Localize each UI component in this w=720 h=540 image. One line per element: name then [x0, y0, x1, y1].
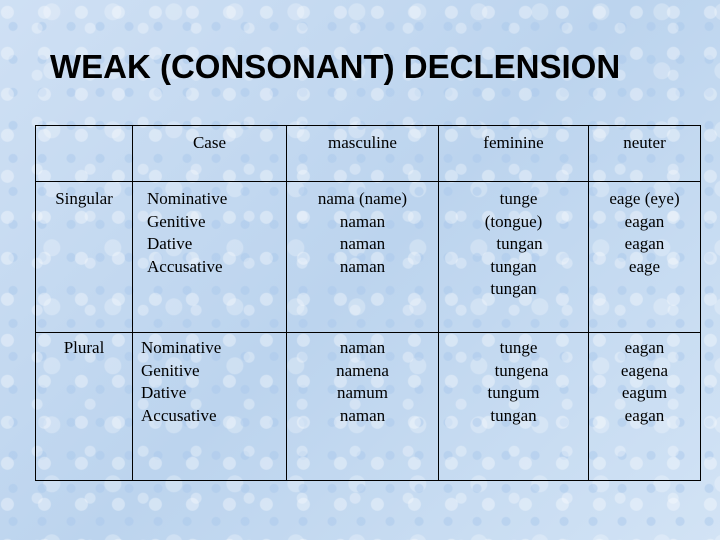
form-cell: naman — [339, 234, 386, 253]
form-cell: nama (name) — [317, 189, 408, 208]
form-cell: tungum — [487, 383, 540, 402]
form-cell: naman — [339, 338, 386, 357]
header-feminine: feminine — [439, 126, 589, 182]
form-cell: namena — [336, 360, 389, 380]
case-label: Genitive — [141, 360, 200, 380]
form-cell: eagena — [620, 360, 669, 380]
form-cell: tungan — [496, 234, 543, 253]
case-label: Genitive — [147, 211, 206, 231]
case-label: Dative — [147, 234, 193, 253]
form-cell: eagan — [624, 338, 665, 357]
form-cell: naman — [339, 256, 386, 276]
table-row-plural — [36, 333, 701, 481]
form-cell: tungan — [490, 279, 537, 298]
form-cell: (tongue) — [484, 211, 543, 231]
page-title: WEAK (CONSONANT) DECLENSION — [50, 48, 621, 85]
declension-table — [35, 125, 701, 481]
form-cell: eage — [628, 256, 661, 276]
case-label: Accusative — [141, 405, 217, 425]
header-masculine: masculine — [287, 126, 439, 182]
number-label-plural: Plural — [36, 333, 133, 481]
masculine-forms-singular — [287, 182, 439, 333]
form-cell: tungena — [494, 360, 549, 380]
case-label: Dative — [141, 383, 187, 402]
neuter-forms-plural — [589, 333, 701, 481]
form-cell: tunge — [499, 338, 538, 357]
form-cell: tungan — [490, 256, 537, 276]
feminine-forms-plural — [439, 333, 589, 481]
neuter-forms-singular — [589, 182, 701, 333]
case-list-singular — [133, 182, 287, 333]
masculine-forms-plural — [287, 333, 439, 481]
form-cell: eagan — [624, 405, 665, 425]
table-row-singular — [36, 182, 701, 333]
number-label-singular: Singular — [36, 182, 133, 333]
table-header-row — [36, 126, 701, 182]
case-label: Nominative — [147, 189, 228, 208]
form-cell: eage (eye) — [609, 189, 680, 208]
form-cell: eagan — [624, 234, 665, 253]
case-label: Nominative — [141, 338, 222, 357]
form-cell: naman — [339, 405, 386, 425]
header-cell-empty — [36, 126, 133, 182]
feminine-forms-singular — [439, 182, 589, 333]
form-cell: eagum — [621, 383, 668, 402]
header-neuter: neuter — [589, 126, 701, 182]
form-cell: tungan — [490, 405, 537, 425]
form-cell: eagan — [624, 211, 665, 231]
form-cell: namum — [337, 383, 388, 402]
form-cell: tunge — [499, 189, 538, 208]
header-case: Case — [133, 126, 287, 182]
case-list-plural — [133, 333, 287, 481]
form-cell: naman — [339, 211, 386, 231]
case-label: Accusative — [147, 256, 223, 276]
